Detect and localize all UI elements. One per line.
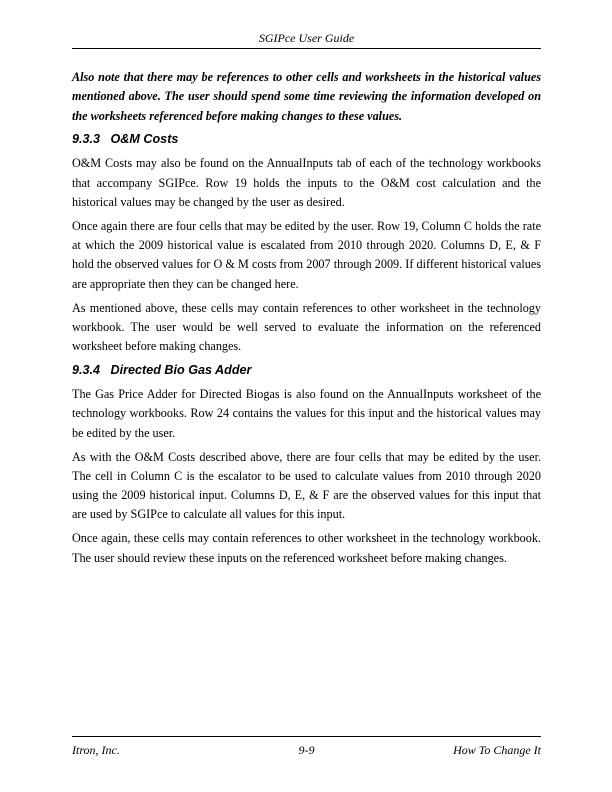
footer-company: Itron, Inc.: [72, 743, 120, 757]
page-body: [72, 68, 541, 572]
section-number: 9.3.4: [72, 363, 101, 378]
section-number: 9.3.3: [72, 132, 101, 147]
section-heading-om-costs: [72, 130, 541, 149]
footer-page-number: 9-9: [298, 743, 315, 757]
paragraph: The Gas Price Adder for Directed Biogas is also found on the AnnualInputs worksheet of the technology workbooks. Row 24 contains the values for this input and the historical values may be edited by the user.: [72, 387, 541, 440]
page-footer: [72, 736, 541, 757]
section-title: Directed Bio Gas Adder: [110, 363, 252, 378]
paragraph: As with the O&M Costs described above, there are four cells that may be edited by the user. The cell in Column C is the escalator to be used to calculate values from 2010 through 2020 using the 2009 historical input. Columns D, E, & F are the observed values for this input that are used by SGIPce to calculate all values for this input.: [72, 449, 541, 522]
paragraph: As mentioned above, these cells may contain references to other worksheet in the technology workbook. The user would be well served to evaluate the information on the referenced worksheet before making changes.: [72, 300, 541, 354]
section-heading-directed-bio-gas-adder: [72, 361, 541, 380]
paragraph: Once again there are four cells that may be edited by the user. Row 19, Column C holds the rate at which the 2009 historical value is escalated from 2010 through 2020. Columns D, E, & F hold the observed values for O & M costs from 2007 through 2009. If different historical values are appropriate then they can be changed here.: [72, 218, 541, 291]
page-header-title: SGIPce User Guide: [258, 31, 355, 45]
paragraph: O&M Costs may also be found on the AnnualInputs tab of each of the technology workbooks that accompany SGIPce. Row 19 holds the inputs to the O&M cost calculation and the historical values may be changed by the user as desired.: [72, 156, 541, 209]
section-title: O&M Costs: [110, 132, 179, 147]
page-header: [72, 31, 541, 49]
paragraph: Once again, these cells may contain references to other worksheet in the technology workbook. The user should review these inputs on the referenced worksheet before making changes.: [72, 531, 541, 565]
footer-chapter-title: How To Change It: [453, 743, 541, 757]
intro-note-paragraph: Also note that there may be references to other cells and worksheets in the historical values mentioned above. The user should spend some time reviewing the information developed on the worksheets referenced before making changes to these values.: [72, 70, 541, 123]
